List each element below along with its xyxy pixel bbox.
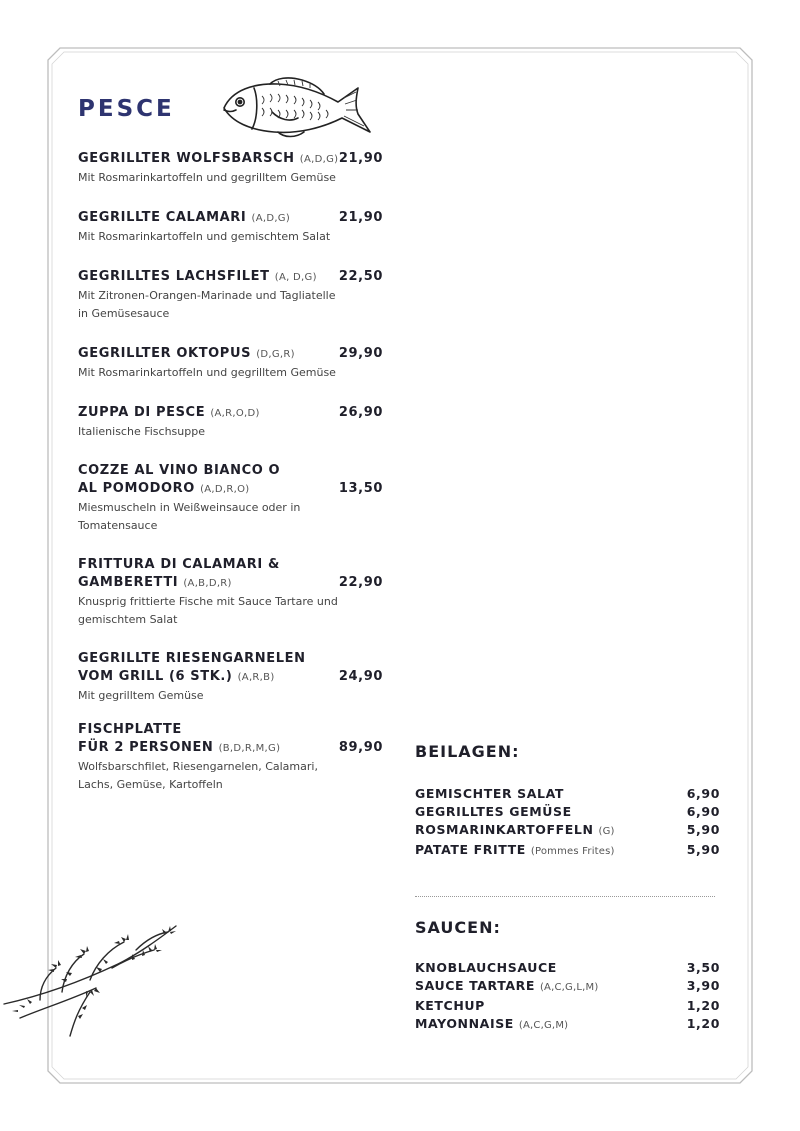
item-allergens: (D,G,R) (256, 349, 295, 360)
list-item (415, 785, 720, 803)
side-price: 6,90 (686, 786, 720, 801)
item-allergens: (A,D,G) (299, 154, 339, 165)
side-price: 6,90 (686, 804, 720, 819)
item-name-line1: FRITTURA DI CALAMARI & (78, 557, 280, 572)
side-price: 5,90 (686, 822, 720, 837)
item-name: GAMBERETTI (78, 575, 179, 590)
item-name: GEGRILLTES LACHSFILET (78, 269, 270, 284)
list-item (415, 997, 720, 1015)
item-name-line1: GEGRILLTE RIESENGARNELEN (78, 651, 306, 666)
item-price: 24,90 (338, 669, 383, 684)
herb-icon (0, 920, 182, 1038)
sauce-name: KETCHUP (415, 998, 485, 1013)
menu-item (78, 462, 383, 535)
sauce-price: 1,20 (686, 998, 720, 1013)
item-price: 22,50 (338, 269, 383, 284)
saucen-list (415, 959, 720, 1035)
item-description: Italienische Fischsuppe (78, 425, 205, 438)
fish-icon (218, 74, 374, 140)
menu-item (78, 404, 383, 441)
item-allergens: (A,D,R,O) (200, 484, 250, 495)
sauce-price: 3,90 (686, 978, 720, 993)
item-name-line1: FISCHPLATTE (78, 722, 182, 737)
item-description: Mit Rosmarinkartoffeln und gemischtem Salat (78, 230, 331, 243)
item-description: Miesmuscheln in Weißweinsauce oder in (78, 501, 301, 514)
item-name-line1: COZZE AL VINO BIANCO O (78, 463, 281, 478)
item-description: Mit gegrilltem Gemüse (78, 689, 204, 702)
side-note: (Pommes Frites) (530, 846, 615, 857)
item-name: GEGRILLTE CALAMARI (78, 210, 247, 225)
list-item (415, 959, 720, 977)
list-item (415, 821, 720, 841)
item-price: 26,90 (338, 405, 383, 420)
item-allergens: (B,D,R,M,G) (218, 743, 281, 754)
menu-item (78, 150, 383, 187)
side-price: 5,90 (686, 842, 720, 857)
item-price: 29,90 (338, 346, 383, 361)
side-name: GEMISCHTER SALAT (415, 786, 565, 801)
item-description: Mit Rosmarinkartoffeln und gegrilltem Gemüse (78, 366, 336, 379)
menu-item (78, 650, 383, 705)
item-name: GEGRILLTER OKTOPUS (78, 346, 252, 361)
item-name: AL POMODORO (78, 481, 195, 496)
item-description: Wolfsbarschfilet, Riesengarnelen, Calamari, (78, 760, 318, 773)
sauce-note: (A,C,G,L,M) (539, 982, 599, 993)
item-price: 22,90 (338, 575, 383, 590)
item-name: GEGRILLTER WOLFSBARSCH (78, 151, 295, 166)
item-allergens: (A,R,B) (237, 672, 275, 683)
item-description: gemischtem Salat (78, 613, 178, 626)
saucen-heading: SAUCEN: (415, 918, 501, 937)
item-allergens: (A,R,O,D) (210, 408, 260, 419)
item-price: 13,50 (338, 481, 383, 496)
side-name: ROSMARINKARTOFFELN (415, 822, 594, 837)
list-item (415, 1015, 720, 1035)
sauce-name: MAYONNAISE (415, 1016, 514, 1031)
item-price: 89,90 (338, 740, 383, 755)
sauce-price: 1,20 (686, 1016, 720, 1031)
item-description: Tomatensauce (78, 519, 158, 532)
item-description: Knusprig frittierte Fische mit Sauce Tartare und (78, 595, 338, 608)
menu-item (78, 721, 383, 794)
item-price: 21,90 (338, 210, 383, 225)
list-item (415, 803, 720, 821)
dotted-divider (415, 896, 715, 897)
item-description: Lachs, Gemüse, Kartoffeln (78, 778, 223, 791)
item-price: 21,90 (338, 151, 383, 166)
item-allergens: (A,D,G) (251, 213, 291, 224)
item-allergens: (A,B,D,R) (183, 578, 232, 589)
side-name: PATATE FRITTE (415, 842, 526, 857)
sauce-price: 3,50 (686, 960, 720, 975)
item-allergens: (A, D,G) (274, 272, 317, 283)
list-item (415, 977, 720, 997)
sauce-name: SAUCE TARTARE (415, 978, 535, 993)
item-name: ZUPPA DI PESCE (78, 405, 206, 420)
beilagen-list (415, 785, 720, 861)
sauce-note: (A,C,G,M) (518, 1020, 569, 1031)
item-description: Mit Rosmarinkartoffeln und gegrilltem Gemüse (78, 171, 336, 184)
menu-title: PESCE (78, 96, 175, 122)
menu-item (78, 209, 383, 246)
sauce-name: KNOBLAUCHSAUCE (415, 960, 557, 975)
list-item (415, 841, 720, 861)
menu-item (78, 268, 383, 323)
side-note: (G) (598, 826, 615, 837)
item-name: VOM GRILL (6 STK.) (78, 669, 233, 684)
side-name: GEGRILLTES GEMÜSE (415, 804, 572, 819)
beilagen-heading: BEILAGEN: (415, 742, 520, 761)
menu-item (78, 345, 383, 382)
item-description: Mit Zitronen-Orangen-Marinade und Tagliatelle (78, 289, 336, 302)
item-description: in Gemüsesauce (78, 307, 170, 320)
menu-item (78, 556, 383, 629)
item-name: FÜR 2 PERSONEN (78, 740, 214, 755)
